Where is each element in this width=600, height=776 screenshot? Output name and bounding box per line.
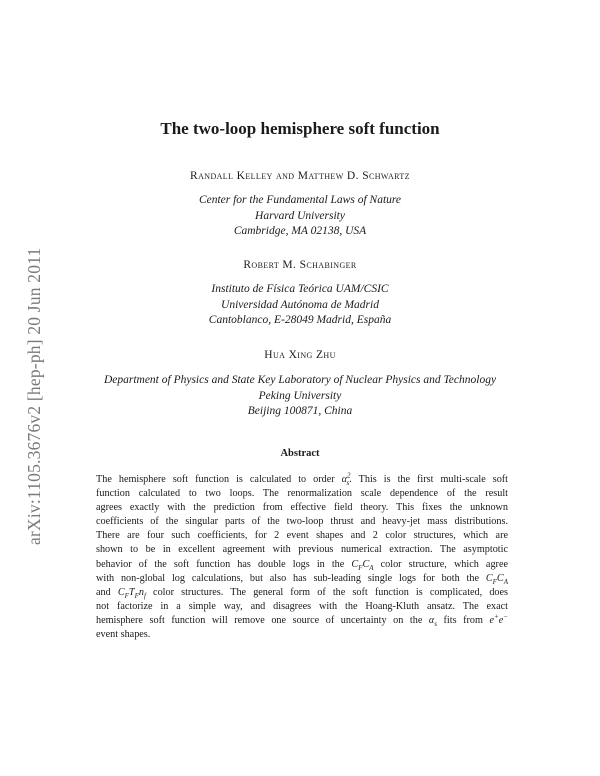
abstract-line: function calculated to two loops. The renormalization scale dependence of the result: [96, 488, 508, 500]
affiliation-3-line: Beijing 100871, China: [247, 405, 353, 417]
affiliation-2-line: Cantoblanco, E-28049 Madrid, España: [208, 314, 392, 326]
affiliation-1: [0, 193, 600, 240]
arxiv-identifier: arXiv:1105.3676v2 [hep-ph] 20 Jun 2011: [24, 247, 44, 545]
abstract-body: [96, 473, 508, 642]
math-cf-ca: $C_FC_A$: [485, 572, 508, 586]
math-cf-tf-nf: $C_FT_Fn_f$: [117, 586, 146, 600]
math-cf-ca: $C_FC_A$: [351, 558, 374, 572]
abstract-line: hemisphere soft function will remove one source of uncertainty on the $\alpha_s$ fits from e+e−: [96, 612, 508, 628]
math-alpha-s: $\alpha_s$: [428, 614, 437, 628]
affiliation-2-line: Instituto de Física Teórica UAM/CSIC: [211, 283, 389, 295]
affiliation-2-line: Universidad Autónoma de Madrid: [221, 298, 379, 311]
abstract-heading: Abstract: [280, 448, 320, 459]
affiliation-3-line: Department of Physics and State Key Laboratory of Nuclear Physics and Technology: [103, 374, 497, 386]
paper-title: The two-loop hemisphere soft function: [160, 119, 440, 138]
abstract-line: There are four such coefficients, for 2 event shapes and 2 color structures, which are: [96, 530, 508, 542]
affiliation-2: [0, 282, 600, 329]
affiliation-1-line: Harvard University: [255, 209, 345, 222]
abstract-line: behavior of the soft function has double logs in the $C_FC_A$ color structure, which agree: [96, 558, 508, 572]
abstract-line: coefficients of the singular parts of the two-loop thrust and heavy-jet mass distributions.: [96, 516, 508, 528]
abstract-line: with non-global log calculations, but also has sub-leading single logs for both the $C_FC_A$: [96, 572, 508, 586]
affiliation-1-line: Cambridge, MA 02138, USA: [233, 225, 367, 237]
affiliation-3: [0, 373, 600, 420]
abstract-line: and $C_FT_Fn_f$ color structures. The general form of the soft function is complicated, does: [96, 586, 508, 600]
abstract-line: shown to be in excellent agreement with previous numerical extraction. The asymptotic: [96, 544, 508, 556]
abstract-line: agrees exactly with the prediction from effective field theory. This fixes the unknown: [96, 502, 508, 514]
abstract-line: event shapes.: [96, 629, 151, 641]
math-e-plus-e-minus: e+e−: [489, 612, 508, 626]
abstract-line: The hemisphere soft function is calculated to order $\alpha^2_s$. This is the first multi-scale soft: [96, 471, 509, 488]
affiliation-1-line: Center for the Fundamental Laws of Nature: [198, 194, 402, 206]
author-line-2: Robert M. Schabinger: [243, 259, 357, 271]
author-line-3: Hua Xing Zhu: [264, 349, 336, 361]
author-line-1: Randall Kelley and Matthew D. Schwartz: [190, 170, 410, 182]
affiliation-3-line: Peking University: [258, 389, 342, 402]
abstract-line: not factorize in a simple way, and disagrees with the Hoang-Kluth ansatz. The exact: [96, 600, 508, 612]
